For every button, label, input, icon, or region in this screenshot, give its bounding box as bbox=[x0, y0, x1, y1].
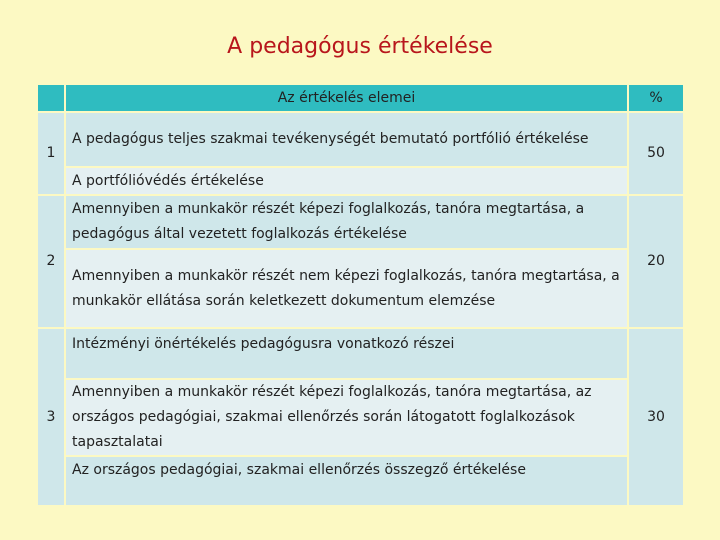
header-percent: % bbox=[629, 85, 683, 111]
table-row bbox=[38, 457, 683, 505]
group-2-item-1: Amennyiben a munkakör részét képezi foglalkozás, tanóra megtartása, a pedagógus által vezetett foglalkozás értékelése bbox=[66, 196, 627, 248]
group-2-item-2: Amennyiben a munkakör részét nem képezi foglalkozás, tanóra megtartása, a munkakör ellátása során keletkezett dokumentum elemzése bbox=[66, 250, 627, 327]
group-1-item-1: A pedagógus teljes szakmai tevékenységét bemutató portfólió értékelése bbox=[66, 113, 627, 166]
group-2-number: 2 bbox=[38, 196, 64, 327]
evaluation-table bbox=[36, 83, 685, 507]
group-1-percent: 50 bbox=[629, 113, 683, 194]
header-number-cell bbox=[38, 85, 64, 111]
table-row bbox=[38, 168, 683, 194]
table-row bbox=[38, 113, 683, 166]
group-2-percent: 20 bbox=[629, 196, 683, 327]
table-row bbox=[38, 329, 683, 378]
group-3-item-2: Amennyiben a munkakör részét képezi foglalkozás, tanóra megtartása, az országos pedagógiai, szakmai ellenőrzés során látogatott foglalkozások tapasztalatai bbox=[66, 380, 627, 455]
group-1-number: 1 bbox=[38, 113, 64, 194]
header-row bbox=[38, 85, 683, 111]
group-1-item-2: A portfólióvédés értékelése bbox=[66, 168, 627, 194]
header-elements: Az értékelés elemei bbox=[66, 85, 627, 111]
group-3-percent: 30 bbox=[629, 329, 683, 505]
table-row bbox=[38, 196, 683, 248]
table-row bbox=[38, 250, 683, 327]
group-3-number: 3 bbox=[38, 329, 64, 505]
slide-title: A pedagógus értékelése bbox=[227, 34, 493, 59]
group-3-item-1: Intézményi önértékelés pedagógusra vonatkozó részei bbox=[66, 329, 627, 378]
table-row bbox=[38, 380, 683, 455]
group-3-item-3: Az országos pedagógiai, szakmai ellenőrzés összegző értékelése bbox=[66, 457, 627, 505]
